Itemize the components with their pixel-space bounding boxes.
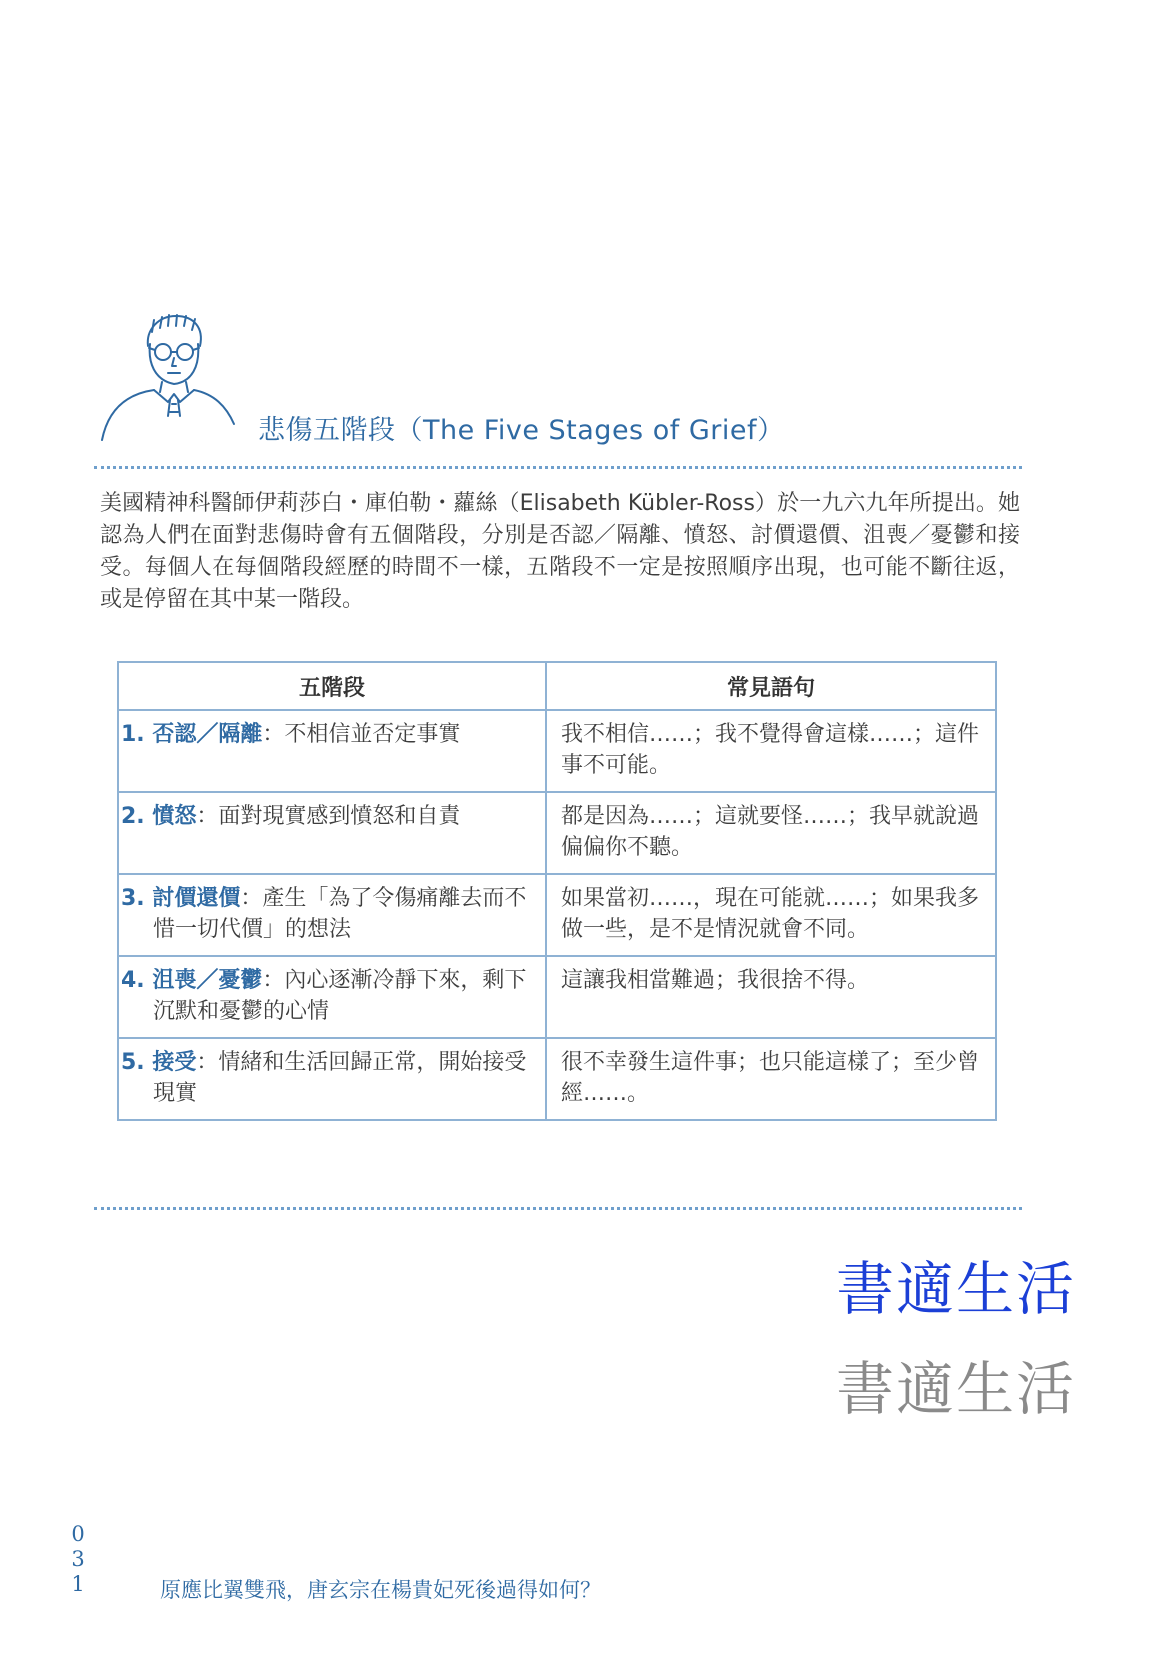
stage-name: 沮喪／憂鬱 [152,968,263,993]
page-digit: 3 [71,1547,85,1571]
stage-cell [118,1038,546,1120]
intro-paragraph: 美國精神科醫師伊莉莎白・庫伯勒・蘿絲（Elisabeth Kübler-Ross）於一九六九年所提出。她認為人們在面對悲傷時會有五個階段，分別是否認／隔離、憤怒、討價還價、沮喪／憂鬱和接受。每個人在每個階段經歷的時間不一樣，五階段不一定是按照順序出現，也可能不斷往返，或是停留在其中某一階段。 [100,491,1020,612]
man-with-glasses-illustration [96,310,246,450]
stage-description: ：產生「為了令傷痛離去而不惜一切代價」的想法 [153,886,527,942]
quote-cell: 這讓我相當難過；我很捨不得。 [546,956,996,1038]
section-title: 悲傷五階段（The Five Stages of Grief） [258,415,785,446]
header-stages: 五階段 [118,662,546,710]
stage-number: 5. [121,1050,153,1075]
stage-description: ：面對現實感到憤怒和自責 [196,804,461,829]
quote-cell: 很不幸發生這件事；也只能這樣了；至少曾經……。 [546,1038,996,1120]
stage-number: 4. [121,968,153,993]
divider-bottom [94,1207,1022,1210]
stage-name: 憤怒 [152,804,197,829]
running-footer-title: 原應比翼雙飛，唐玄宗在楊貴妃死後過得如何？ [160,1578,601,1602]
stage-description: ：情緒和生活回歸正常，開始接受現實 [153,1050,527,1106]
table-row [118,710,996,792]
stage-description: ：不相信並否定事實 [262,722,461,747]
table-row [118,1038,996,1120]
quote-cell: 都是因為……；這就要怪……；我早就說過偏偏你不聽。 [546,792,996,874]
page-digit: 0 [71,1522,85,1546]
quote-cell: 如果當初……，現在可能就……；如果我多做一些，是不是情況就會不同。 [546,874,996,956]
stage-cell [118,874,546,956]
table-row [118,792,996,874]
page-number [68,1522,88,1597]
stage-name: 接受 [152,1050,197,1075]
five-stages-table [117,661,997,1121]
stage-number: 2. [121,804,153,829]
stage-name: 否認／隔離 [152,722,263,747]
stage-description: ：內心逐漸冷靜下來，剩下沉默和憂鬱的心情 [153,968,527,1024]
stage-cell [118,956,546,1038]
brand-watermark-grey: 書適生活 [835,1355,1076,1423]
header-common-phrases: 常見語句 [546,662,996,710]
stage-number: 1. [121,722,153,747]
page-digit: 1 [71,1572,85,1596]
brand-watermark-blue: 書適生活 [835,1255,1076,1323]
stage-number: 3. [121,886,153,911]
stage-cell [118,792,546,874]
stage-cell [118,710,546,792]
table-header-row [118,662,996,710]
quote-cell: 我不相信……；我不覺得會這樣……；這件事不可能。 [546,710,996,792]
table-row [118,874,996,956]
stage-name: 討價還價 [152,886,241,911]
divider-top [94,466,1022,469]
table-row [118,956,996,1038]
